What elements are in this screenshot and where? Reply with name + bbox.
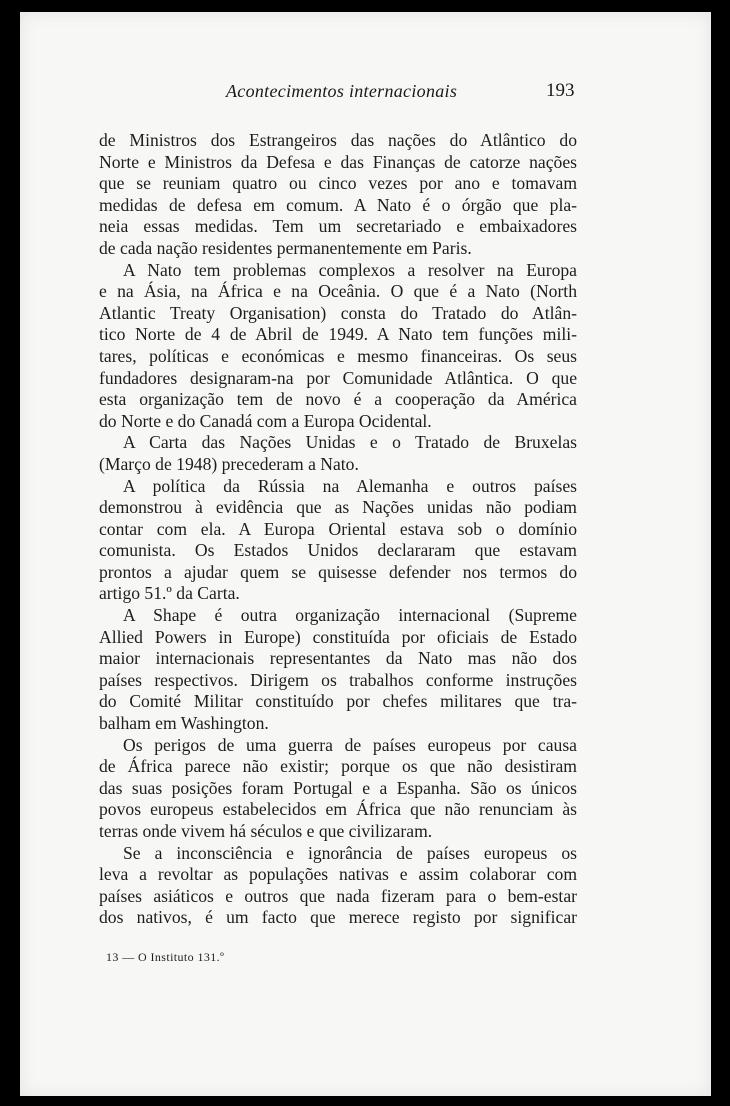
text-line: de cada nação residentes permanentemente em Paris. <box>99 237 472 258</box>
text-line: A Carta das Nações Unidas e o Tratado de Bruxelas <box>123 432 577 453</box>
text-line: do Norte e do Canadá com a Europa Ocidental. <box>99 410 432 431</box>
text-line: leva a revoltar as populações nativas e assim colaborar com <box>99 864 577 885</box>
text-line: A política da Rússia na Alemanha e outros países <box>123 475 577 496</box>
text-line: balham em Washington. <box>99 713 269 734</box>
text-line: de África parece não existir; porque os que não desistiram <box>99 756 577 777</box>
scanned-page <box>20 12 711 1096</box>
paragraph-5 <box>99 605 577 735</box>
text-line: artigo 51.º da Carta. <box>99 583 240 604</box>
text-line: esta organização tem de novo é a cooperação da América <box>99 389 577 410</box>
text-line: que se reuniam quatro ou cinco vezes por ano e tomavam <box>99 173 577 194</box>
text-line: terras onde vivem há séculos e que civilizaram. <box>99 821 433 841</box>
text-line: neia essas medidas. Tem um secretariado e embaixadores <box>99 216 577 237</box>
text-line: tico Norte de 4 de Abril de 1949. A Nato tem funções mili- <box>99 324 577 345</box>
page-number: 193 <box>546 80 575 101</box>
text-line: de Ministros dos Estrangeiros das nações do Atlântico do <box>99 130 577 150</box>
text-line: Allied Powers in Europe) constituída por oficiais de Estado <box>99 626 577 647</box>
text-line: tares, políticas e económicas e mesmo financeiras. Os seus <box>99 345 577 366</box>
paragraph-3 <box>99 432 577 475</box>
text-line: medidas de defesa em comum. A Nato é o órgão que pla- <box>99 194 577 215</box>
text-line: (Março de 1948) precederam a Nato. <box>99 453 359 474</box>
running-header <box>226 78 575 108</box>
running-title: Acontecimentos internacionais <box>226 81 458 101</box>
text-line: maior internacionais representantes da Nato mas não dos <box>99 648 577 669</box>
text-line: A Nato tem problemas complexos a resolver na Europa <box>123 259 577 280</box>
body-text <box>99 130 577 929</box>
text-line: e na Ásia, na África e na Oceânia. O que é a Nato (North <box>99 281 577 302</box>
paragraph-1 <box>99 130 577 260</box>
text-line: países respectivos. Dirigem os trabalhos conforme instruções <box>99 669 577 690</box>
text-line: demonstrou à evidência que as Nações unidas não podiam <box>99 497 577 518</box>
text-line: Os perigos de uma guerra de países europeus por causa <box>123 734 577 755</box>
text-line: prontos a ajudar quem se quisesse defender nos termos do <box>99 561 577 582</box>
text-line: comunista. Os Estados Unidos declararam que estavam <box>99 540 577 561</box>
text-line: A Shape é outra organização internacional (Supreme <box>123 605 577 626</box>
text-line: povos europeus estabelecidos em África que não renunciam às <box>99 799 577 820</box>
text-line: Norte e Ministros da Defesa e das Finanças de catorze nações <box>99 151 577 172</box>
text-line: dos nativos, é um facto que merece registo por significar <box>99 907 577 928</box>
text-line: Atlantic Treaty Organisation) consta do Tratado do Atlân- <box>99 302 577 323</box>
signature-mark: 13 — O Instituto 131.º <box>106 950 225 964</box>
text-line: das suas posições foram Portugal e a Espanha. São os únicos <box>99 777 577 798</box>
text-line: países asiáticos e outros que nada fizeram para o bem-estar <box>99 885 577 906</box>
paragraph-4 <box>99 476 577 606</box>
text-line: fundadores designaram-na por Comunidade Atlântica. O que <box>99 367 577 388</box>
text-line: do Comité Militar constituído por chefes militares que tra- <box>99 691 577 712</box>
text-line: contar com ela. A Europa Oriental estava sob o domínio <box>99 518 577 539</box>
paragraph-7 <box>99 843 577 929</box>
text-line: Se a inconsciência e ignorância de países europeus os <box>123 842 577 863</box>
paragraph-6 <box>99 735 577 843</box>
paragraph-2 <box>99 260 577 433</box>
